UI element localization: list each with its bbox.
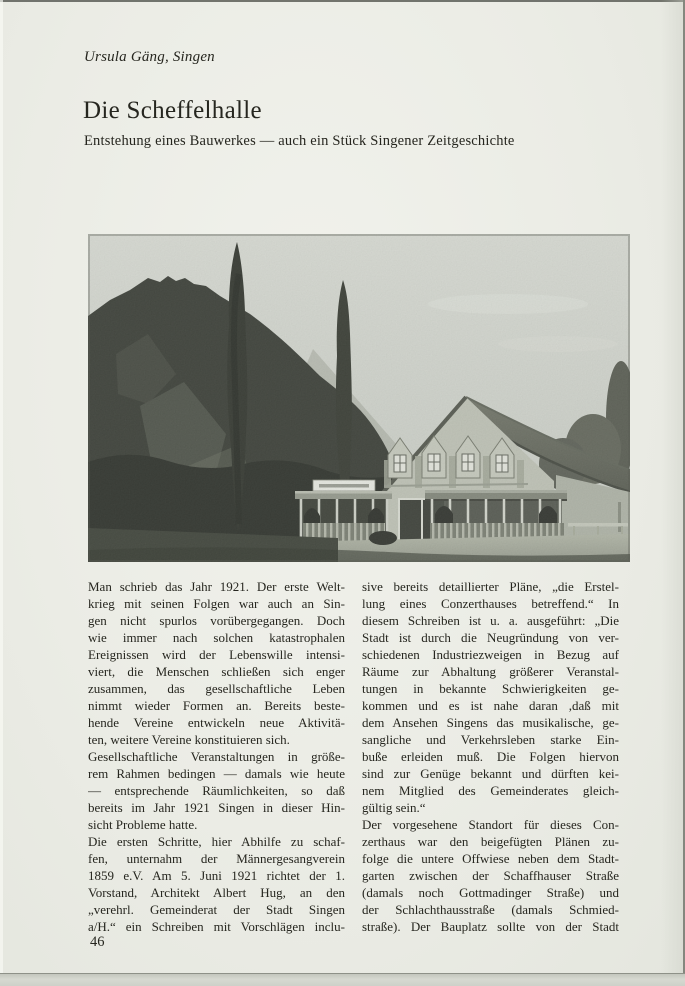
text-line: sive bereits detaillierter Pläne, „die Erstel-: [362, 579, 619, 594]
text-line: straße). Der Bauplatz sollte von der Stadt: [362, 919, 619, 934]
text-line: Der vorgesehene Standort für dieses Con-: [362, 817, 619, 832]
text-line: Ereignissen wird der Lebenswille intensi-: [88, 647, 345, 662]
text-line: ten, weitere Vereine konstituieren sich.: [88, 732, 290, 747]
scan-edge-bottom: [0, 973, 685, 986]
article-subtitle: Entstehung eines Bauwerkes — auch ein Stück Singener Zeitgeschichte: [84, 133, 515, 149]
text-line: Man schrieb das Jahr 1921. Der erste Welt-: [88, 579, 345, 594]
scan-edge-left: [0, 0, 3, 986]
text-line: — entsprechende Räumlichkeiten, so daß: [88, 783, 345, 798]
text-line: garten zwischen der Schaffhauser Straße: [362, 868, 619, 883]
text-line: 1859 e.V. Am 5. Juni 1921 richtet der 1.: [88, 868, 345, 883]
text-line: a/H.“ ein Schreiben mit Vorschlägen inclu-: [88, 919, 345, 934]
text-line: zusammen, das gesellschaftliche Leben: [88, 681, 345, 696]
text-line: Vorstand, Architekt Albert Hug, an den: [88, 885, 345, 900]
text-line: dem Ansehen Singens das musikalische, ge-: [362, 715, 619, 730]
text-line: folge die untere Offwiese neben dem Stadt-: [362, 851, 619, 866]
text-column-right: [362, 578, 619, 935]
scan-edge-shadow: [661, 0, 683, 986]
text-line: lung eines Conzerthauses betreffend.“ In: [362, 596, 619, 611]
text-line: (damals noch Gottmadinger Straße) und: [362, 885, 619, 900]
text-line: fen, unternahm der Männergesangverein: [88, 851, 345, 866]
text-line: viert, die Menschen schließen sich enger: [88, 664, 345, 679]
text-line: diesem Schreiben ist u. a. ausgeführt: „Die: [362, 613, 619, 628]
text-line: hende Vereine entwickeln neue Aktivitä-: [88, 715, 345, 730]
text-line: zerthaus war den beigefügten Plänen zu-: [362, 834, 619, 849]
text-line: tungen in bekannte Schwierigkeiten ge-: [362, 681, 619, 696]
text-line: Die ersten Schritte, hier Abhilfe zu schaf-: [88, 834, 345, 849]
text-line: krieg mit seinen Folgen war auch an Sin-: [88, 596, 345, 611]
text-line: gen nicht spurlos vorübergegangen. Doch: [88, 613, 345, 628]
page-number: 46: [90, 934, 105, 950]
text-line: rem Rahmen bedingen — damals wie heute: [88, 766, 345, 781]
author-line: Ursula Gäng, Singen: [84, 49, 215, 65]
text-line: kommen und es ist nahe daran ,daß mit: [362, 698, 619, 713]
text-line: „verehrl. Gemeinderat der Stadt Singen: [88, 902, 345, 917]
text-line: gültig sein.“: [362, 800, 426, 815]
article-body: [88, 578, 619, 935]
text-line: sangliche und Verkehrsleben starke Ein-: [362, 732, 619, 747]
text-line: buße erleiden muß. Die Folgen hiervon: [362, 749, 619, 764]
scheffelhalle-photo: [88, 234, 630, 562]
text-line: nimmt wieder Formen an. Bereits beste-: [88, 698, 345, 713]
scan-edge-top: [0, 0, 685, 2]
text-line: sicht Probleme hatte.: [88, 817, 198, 832]
text-line: wie immer nach solchen katastrophalen: [88, 630, 345, 645]
text-line: Räume zur Abhaltung größerer Veranstal-: [362, 664, 619, 679]
text-line: schiedenen Industriezweigen in Bezug auf: [362, 647, 619, 662]
text-line: der Schlachthausstraße (damals Schmied-: [362, 902, 619, 917]
text-column-left: [88, 578, 345, 935]
text-line: sind zur Genüge bekannt und dürften kei-: [362, 766, 619, 781]
article-title: Die Scheffelhalle: [83, 97, 262, 124]
text-line: nem Mitglied des Gemeinderates gleich-: [362, 783, 619, 798]
text-line: Gesellschaftliche Veranstaltungen in größe-: [88, 749, 345, 764]
photo-illustration: [88, 234, 630, 562]
text-line: Stadt ist durch die Neugründung von ver-: [362, 630, 619, 645]
text-line: bereits im Jahr 1921 Singen in dieser Hin-: [88, 800, 345, 815]
